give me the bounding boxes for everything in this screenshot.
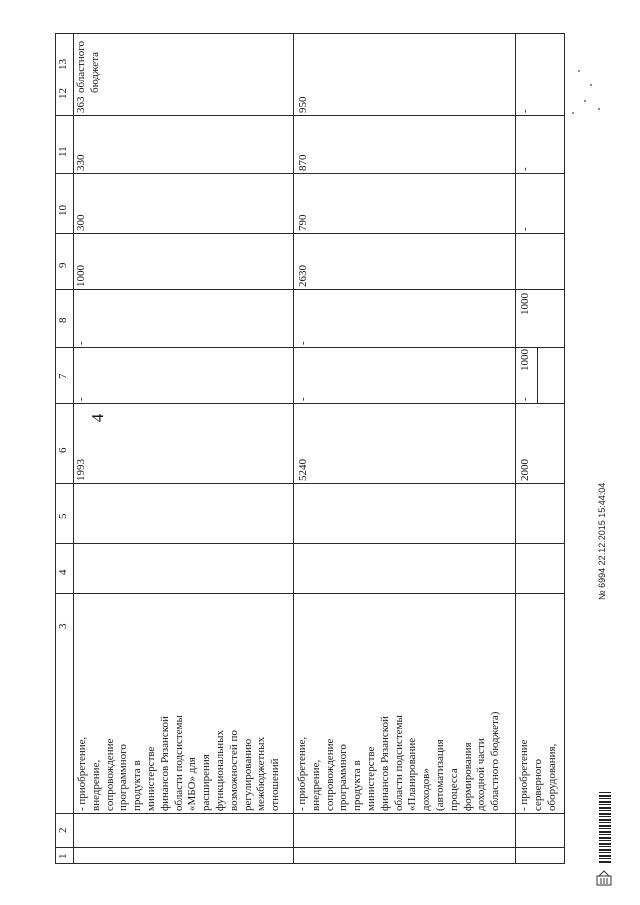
header-col-3: 3 bbox=[57, 623, 69, 629]
row2-col12: 950 bbox=[297, 96, 309, 113]
row1-col9: 1000 bbox=[75, 265, 87, 287]
row2-col6: 5240 bbox=[297, 459, 309, 481]
header-col-12: 12 bbox=[57, 88, 69, 99]
row3-col10: - bbox=[519, 227, 531, 231]
row2-col11: 870 bbox=[297, 154, 309, 171]
row2-col10: 790 bbox=[297, 214, 309, 231]
registration-stamp: № 6994 22.12.2015 15:44:04 bbox=[597, 482, 607, 600]
row2-col8: - bbox=[297, 341, 309, 345]
header-col-7: 7 bbox=[57, 373, 69, 379]
row3-description: - приобретение серверного оборудования, bbox=[518, 739, 558, 811]
page-number: 4 bbox=[88, 413, 107, 423]
row3-col6: 2000 bbox=[519, 459, 531, 481]
header-col-5: 5 bbox=[57, 513, 69, 519]
budget-table bbox=[55, 33, 565, 863]
row3-col7: - bbox=[519, 397, 531, 401]
header-col-11: 11 bbox=[57, 146, 69, 157]
emblem-icon bbox=[596, 870, 612, 886]
row3-col9: 1000 bbox=[519, 293, 531, 315]
header-col-10: 10 bbox=[57, 205, 69, 216]
row2-description: - приобретение, внедрение, сопровождение программного продукта в министерстве финансов Рязанской области подсистемы «Планирование доходов» (автоматизация процесса формирования доходной части областного бюджета) bbox=[296, 711, 502, 811]
row1-col6: 1993 bbox=[75, 459, 87, 481]
barcode-icon bbox=[599, 792, 611, 864]
row1-col7: - bbox=[75, 397, 87, 401]
row3-col11: - bbox=[519, 167, 531, 171]
row3-col8: 1000 bbox=[519, 349, 531, 371]
row2-col9: 2630 bbox=[297, 265, 309, 287]
row1-col12: 363 bbox=[75, 96, 87, 113]
header-col-6: 6 bbox=[57, 447, 69, 453]
row1-col8: - bbox=[75, 341, 87, 345]
row2-col7: - bbox=[297, 397, 309, 401]
header-col-4: 4 bbox=[57, 569, 69, 575]
header-col-9: 9 bbox=[57, 262, 69, 268]
row1-col13: областного бюджета bbox=[75, 40, 101, 93]
header-col-1: 1 bbox=[57, 853, 69, 859]
header-col-13: 13 bbox=[57, 59, 69, 70]
header-col-8: 8 bbox=[57, 317, 69, 323]
row3-col12: - bbox=[519, 109, 531, 113]
row1-col11: 330 bbox=[75, 154, 87, 171]
row1-description: - приобретение, внедрение, сопровождение программного продукта в министерстве финансов Рязанской области подсистемы «МБО» для расширения функциональных возможностей по регулированию межбюджетных отношений bbox=[76, 715, 282, 811]
row1-col10: 300 bbox=[75, 214, 87, 231]
header-col-2: 2 bbox=[57, 827, 69, 833]
